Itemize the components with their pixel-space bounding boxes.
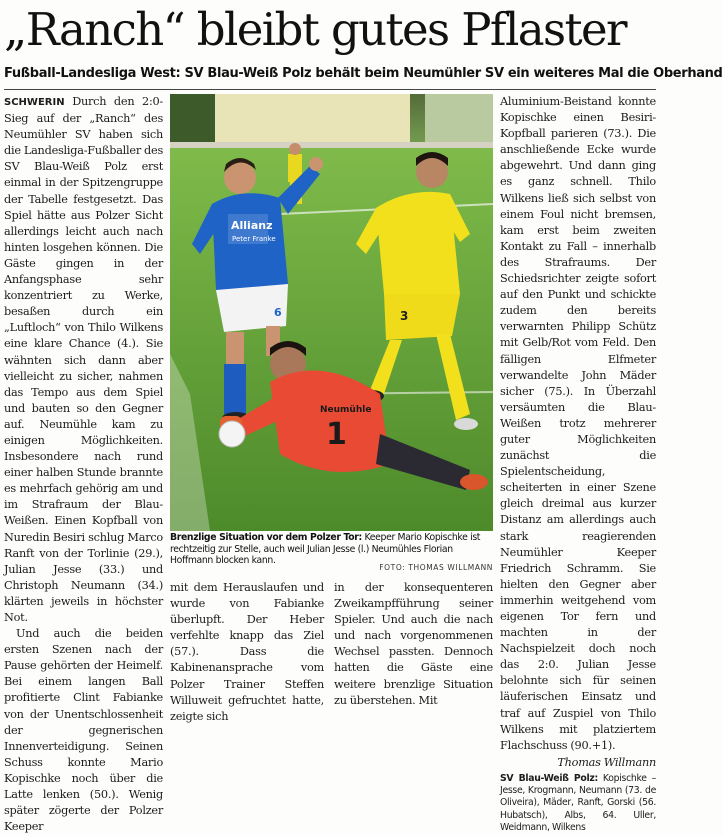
shirt-number: 3: [400, 309, 409, 323]
photo-caption: [170, 532, 493, 576]
shirt-number: 6: [274, 306, 282, 319]
author: Thomas Willmann: [557, 755, 656, 769]
headline: „Ranch“ bleibt gutes Pflaster: [4, 3, 626, 56]
article-paragraph: [4, 94, 163, 626]
ball: [219, 421, 245, 447]
caption-text: Keeper Mario Kopischke ist rechtzeitig zur Stelle, auch weil Julian Jesse (l.) Neumühles Florian Hoffmann blocken kann.: [170, 532, 481, 567]
article-paragraph: in der konsequenteren Zweikampfführung seiner Spieler. Und auch die nach und nach vorgenommenen Wechsel passten. Dennoch hatten die Gäste eine weitere brenzlige Situation zu überstehen. Mit: [334, 581, 493, 707]
divider: [4, 89, 656, 90]
article-column-2: [170, 580, 324, 723]
article-column-3: [334, 580, 493, 707]
lineup-team: SV Blau-Weiß Polz:: [500, 772, 598, 784]
building: [425, 94, 493, 144]
article-paragraph: Und auch die beiden ersten Szenen nach der Pause gehörten der Heimelf. Bei einem langen Ball profitierte Clint Fabianke von der Unentschlossenheit der gegnerischen Innenverteidigung. Seinen Schuss konnte Mario Kopischke noch über die Latte lenken (50.). Wenig später zögerte der Polzer Keeper: [4, 627, 163, 834]
article-column-1: [4, 94, 164, 834]
photo-credit: FOTO: THOMAS WILLMANN: [376, 562, 493, 574]
dateline: SCHWERIN: [4, 97, 65, 108]
lineup-players: Kopischke – Jesse, Krogmann, Neumann (73. de Oliveira), Mäder, Ranft, Gorski (56. Hubatsch), Albs, 64. Uller, Weidmann, Wilkens: [500, 772, 657, 833]
paragraph-text: Durch den 2:0-Sieg auf der „Ranch“ des Neumühler SV haben sich die Landesliga-Fußballer des SV Blau-Weiß Polz erst einmal in der Spitzengruppe der Tabelle festgesetzt. Das Spiel hätte aus Polzer Sicht allerdings leicht auch nach hinten losgehen können. Die Gäste gingen in der Anfangsphase sehr konzentriert zu Werke, besaßen durch ein „Luftloch“ von Thilo Wilkens eine klare Chance (4.). Sie wähnten sich dann aber vielleicht zu sicher, nahmen das Tempo aus dem Spiel und bauten so den Gegner auf. Neumühle kam zu einigen Möglichkeiten. Insbesondere nach rund einer halben Stunde brannte es mehrfach gehörig am und im Strafraum der Blau-Weißen. Einen Kopfball von Nuredin Besiri schlug Marco Ranft von der Torlinie (29.), Julian Jesse (33.) und Christoph Neumann (34.) klärten jeweils in höchster Not.: [4, 95, 164, 624]
tree: [170, 94, 215, 149]
article-paragraph: mit dem Herauslaufen und wurde von Fabianke überlupft. Der Heber verfehlte knapp das Ziel (57.). Dass die Kabinenansprache vom Polzer Trainer Steffen Willuweit gefruchtet hatte, zeigte sich: [170, 581, 324, 723]
caption-lead: Brenzlige Situation vor dem Polzer Tor:: [170, 532, 362, 543]
article-column-4: [500, 94, 657, 833]
article-paragraph: Aluminium-Beistand konnte Kopischke einen Besiri-Kopfball parieren (73.). Die anschließende Ecke wurde abgewehrt. Und dann ging es ganz schnell. Thilo Wilkens ließ sich selbst von einem Foul nicht bremsen, kam erst beim zweiten Kontakt zu Fall – innerhalb des Strafraums. Der Schiedsrichter zeigte sofort auf den Punkt und schickte zudem den bereits verwarnten Philipp Schütz mit Gelb/Rot vom Feld. Den fälligen Elfmeter verwandelte John Mäder sicher (75.). In Überzahl versäumten die Blau-Weißen trotz mehrerer guter Möglichkeiten zunächst die Spielentscheidung, scheiterten in einer Szene gleich dreimal aus kurzer Distanz am allerdings auch stark reagierenden Neumühler Keeper Friedrich Schramm. Sie hielten den Gegner aber immerhin weitgehend vom eigenen Tor fern und machten in der Nachspielzeit doch noch das 2:0. Julian Jesse belohnte sich für seinen läuferischen Einsatz und traf auf Zuspiel von Thilo Wilkens mit platziertem Flachschuss (90.+1).: [500, 95, 656, 752]
subheadline: Fußball-Landesliga West: SV Blau-Weiß Polz behält beim Neumühler SV ein weiteres Mal die Oberhand: [4, 66, 723, 81]
match-photo-illustration: [170, 94, 493, 531]
lineup: [500, 773, 656, 834]
shirt-text: Allianz: [231, 219, 273, 232]
shirt-number: 1: [326, 417, 347, 452]
match-photo: [170, 94, 493, 531]
shirt-text: Peter Franke: [232, 235, 276, 243]
fence: [170, 142, 493, 148]
shirt-text: Neumühle: [320, 405, 372, 415]
clubhouse: [210, 94, 410, 142]
